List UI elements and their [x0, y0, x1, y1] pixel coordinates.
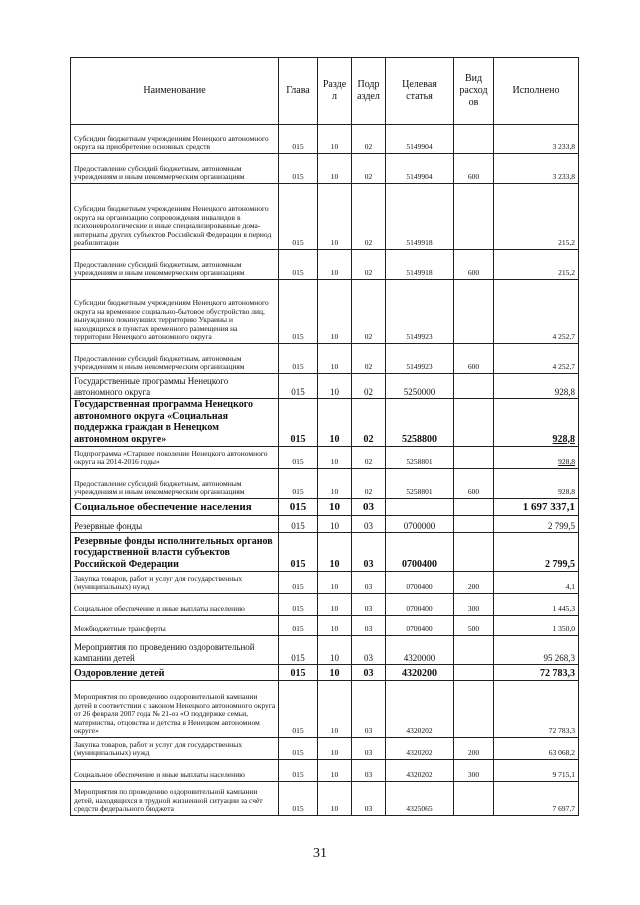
row-amount: 928,8 [494, 399, 579, 447]
row-subsection: 03 [352, 499, 386, 516]
row-name: Мероприятия по проведению оздоровительной кампании детей, находящихся в трудной жизненной ситуации за счёт средств федерального бюджета [71, 782, 279, 816]
table-header-row [71, 58, 579, 125]
row-expense-type [454, 782, 494, 816]
row-section: 10 [318, 616, 352, 636]
row-chapter: 015 [279, 636, 318, 665]
table-row [71, 782, 579, 816]
row-amount: 63 068,2 [494, 738, 579, 760]
row-chapter: 015 [279, 572, 318, 594]
row-section: 10 [318, 665, 352, 681]
row-subsection: 02 [352, 125, 386, 154]
row-expense-type: 600 [454, 469, 494, 499]
row-target: 4320000 [386, 636, 454, 665]
header-subsection: Подр аздел [352, 58, 386, 125]
row-section: 10 [318, 154, 352, 184]
row-expense-type [454, 516, 494, 533]
row-expense-type [454, 533, 494, 572]
row-expense-type [454, 447, 494, 469]
row-target: 0700400 [386, 594, 454, 616]
row-amount: 72 783,3 [494, 665, 579, 681]
header-name: Наименование [71, 58, 279, 125]
row-target: 4320202 [386, 681, 454, 738]
row-expense-type [454, 374, 494, 399]
row-section: 10 [318, 636, 352, 665]
row-target: 5258801 [386, 469, 454, 499]
row-expense-type: 500 [454, 616, 494, 636]
row-section: 10 [318, 738, 352, 760]
row-name: Мероприятия по проведению оздоровительной кампании детей в соответствии с законом Ненецкого автономного округа от 26 февраля 2007 года № 21-оз «О поддержке семьи, материнства, отцовства и детства в Ненецком автономном округе» [71, 681, 279, 738]
table-row [71, 636, 579, 665]
row-expense-type [454, 184, 494, 250]
header-expense-type: Вид расход ов [454, 58, 494, 125]
header-target-article: Целевая статья [386, 58, 454, 125]
table-row [71, 374, 579, 399]
row-section: 10 [318, 594, 352, 616]
row-section: 10 [318, 344, 352, 374]
table-row [71, 154, 579, 184]
row-subsection: 02 [352, 374, 386, 399]
table-row [71, 469, 579, 499]
row-subsection: 03 [352, 681, 386, 738]
row-amount: 95 268,3 [494, 636, 579, 665]
row-amount: 4 252,7 [494, 280, 579, 344]
row-section: 10 [318, 516, 352, 533]
row-amount: 3 233,8 [494, 125, 579, 154]
row-chapter: 015 [279, 782, 318, 816]
row-subsection: 02 [352, 344, 386, 374]
row-name: Резервные фонды исполнительных органов государственной власти субъектов Российской Федерации [71, 533, 279, 572]
row-chapter: 015 [279, 154, 318, 184]
row-target: 5149923 [386, 344, 454, 374]
row-chapter: 015 [279, 760, 318, 782]
row-target: 5250000 [386, 374, 454, 399]
row-section: 10 [318, 250, 352, 280]
table-row [71, 681, 579, 738]
row-amount: 4,1 [494, 572, 579, 594]
row-name: Государственная программа Ненецкого автономного округа «Социальная поддержка граждан в Ненецком автономном округе» [71, 399, 279, 447]
row-amount: 928,8 [494, 374, 579, 399]
row-chapter: 015 [279, 516, 318, 533]
row-chapter: 015 [279, 616, 318, 636]
row-expense-type [454, 681, 494, 738]
row-section: 10 [318, 447, 352, 469]
row-name: Оздоровление детей [71, 665, 279, 681]
row-expense-type: 600 [454, 344, 494, 374]
row-subsection: 02 [352, 399, 386, 447]
table-row [71, 572, 579, 594]
row-name: Резервные фонды [71, 516, 279, 533]
row-target: 0700400 [386, 616, 454, 636]
row-subsection: 03 [352, 572, 386, 594]
row-amount: 72 783,3 [494, 681, 579, 738]
row-chapter: 015 [279, 594, 318, 616]
row-chapter: 015 [279, 280, 318, 344]
row-name: Предоставление субсидий бюджетным, автономным учреждениям и иным некоммерческим организациям [71, 469, 279, 499]
table-row [71, 760, 579, 782]
table-row [71, 399, 579, 447]
header-section: Разде л [318, 58, 352, 125]
row-chapter: 015 [279, 738, 318, 760]
row-target: 4325065 [386, 782, 454, 816]
budget-execution-table [70, 57, 579, 816]
row-section: 10 [318, 533, 352, 572]
row-name: Предоставление субсидий бюджетным, автономным учреждениям и иным некоммерческим организациям [71, 344, 279, 374]
row-target: 0700000 [386, 516, 454, 533]
row-amount: 3 233,8 [494, 154, 579, 184]
row-section: 10 [318, 572, 352, 594]
row-expense-type: 300 [454, 594, 494, 616]
row-section: 10 [318, 280, 352, 344]
row-expense-type [454, 665, 494, 681]
row-name: Субсидии бюджетным учреждениям Ненецкого автономного округа на приобретение основных средств [71, 125, 279, 154]
row-section: 10 [318, 399, 352, 447]
row-expense-type: 200 [454, 738, 494, 760]
table-row [71, 250, 579, 280]
row-target: 5149904 [386, 154, 454, 184]
row-subsection: 03 [352, 616, 386, 636]
row-subsection: 02 [352, 250, 386, 280]
row-subsection: 03 [352, 533, 386, 572]
row-chapter: 015 [279, 344, 318, 374]
row-expense-type: 600 [454, 250, 494, 280]
row-subsection: 03 [352, 782, 386, 816]
row-name: Закупка товаров, работ и услуг для государственных (муниципальных) нужд [71, 572, 279, 594]
table-row [71, 516, 579, 533]
row-amount: 215,2 [494, 184, 579, 250]
row-target: 4320202 [386, 738, 454, 760]
row-target: 4320202 [386, 760, 454, 782]
row-amount: 928,8 [494, 447, 579, 469]
row-expense-type [454, 125, 494, 154]
row-expense-type: 300 [454, 760, 494, 782]
row-chapter: 015 [279, 447, 318, 469]
row-chapter: 015 [279, 250, 318, 280]
row-expense-type [454, 399, 494, 447]
row-target: 4320200 [386, 665, 454, 681]
row-expense-type [454, 280, 494, 344]
row-amount: 9 715,1 [494, 760, 579, 782]
row-name: Социальное обеспечение населения [71, 499, 279, 516]
row-name: Социальное обеспечение и иные выплаты населению [71, 760, 279, 782]
budget-table-container [70, 57, 578, 816]
row-chapter: 015 [279, 399, 318, 447]
row-amount: 7 697,7 [494, 782, 579, 816]
row-target: 0700400 [386, 572, 454, 594]
row-chapter: 015 [279, 499, 318, 516]
header-executed: Исполнено [494, 58, 579, 125]
table-row [71, 344, 579, 374]
row-subsection: 03 [352, 516, 386, 533]
row-subsection: 03 [352, 594, 386, 616]
row-name: Субсидии бюджетным учреждениям Ненецкого автономного округа на организацию сопровождения инвалидов в психоневрологические и иные специализированные дома-интернаты других субъектов Российской Федерации в период реабилитации [71, 184, 279, 250]
row-target: 5149904 [386, 125, 454, 154]
row-subsection: 03 [352, 760, 386, 782]
table-row [71, 280, 579, 344]
row-subsection: 03 [352, 636, 386, 665]
row-section: 10 [318, 782, 352, 816]
row-section: 10 [318, 499, 352, 516]
row-amount: 1 697 337,1 [494, 499, 579, 516]
row-subsection: 02 [352, 154, 386, 184]
row-chapter: 015 [279, 469, 318, 499]
table-row [71, 594, 579, 616]
table-row [71, 499, 579, 516]
row-name: Предоставление субсидий бюджетным, автономным учреждениям и иным некоммерческим организациям [71, 154, 279, 184]
table-row [71, 738, 579, 760]
row-section: 10 [318, 681, 352, 738]
row-section: 10 [318, 125, 352, 154]
table-row [71, 533, 579, 572]
row-expense-type [454, 499, 494, 516]
row-expense-type: 600 [454, 154, 494, 184]
row-name: Предоставление субсидий бюджетным, автономным учреждениям и иным некоммерческим организациям [71, 250, 279, 280]
row-name: Субсидии бюджетным учреждениям Ненецкого автономного округа на временное социально-бытовое обустройство лиц, вынужденно покинувших территорию Украины и находящихся в пунктах временного размещения на территории Ненецкого автономного округа [71, 280, 279, 344]
row-name: Межбюджетные трансферты [71, 616, 279, 636]
row-amount: 4 252,7 [494, 344, 579, 374]
row-subsection: 02 [352, 184, 386, 250]
row-chapter: 015 [279, 125, 318, 154]
row-subsection: 02 [352, 280, 386, 344]
row-section: 10 [318, 374, 352, 399]
row-subsection: 03 [352, 665, 386, 681]
row-chapter: 015 [279, 681, 318, 738]
row-section: 10 [318, 469, 352, 499]
row-chapter: 015 [279, 533, 318, 572]
row-subsection: 02 [352, 469, 386, 499]
row-name: Социальное обеспечение и иные выплаты населению [71, 594, 279, 616]
row-section: 10 [318, 184, 352, 250]
row-section: 10 [318, 760, 352, 782]
row-target: 5149918 [386, 250, 454, 280]
table-row [71, 125, 579, 154]
row-target: 5258801 [386, 447, 454, 469]
row-target: 5258800 [386, 399, 454, 447]
row-target: 0700400 [386, 533, 454, 572]
row-name: Мероприятия по проведению оздоровительной кампании детей [71, 636, 279, 665]
row-subsection: 02 [352, 447, 386, 469]
row-amount: 1 350,0 [494, 616, 579, 636]
table-row [71, 184, 579, 250]
row-name: Государственные программы Ненецкого автономного округа [71, 374, 279, 399]
row-amount: 215,2 [494, 250, 579, 280]
table-row [71, 665, 579, 681]
row-chapter: 015 [279, 184, 318, 250]
row-target: 5149918 [386, 184, 454, 250]
row-amount: 2 799,5 [494, 516, 579, 533]
page-number: 31 [313, 846, 327, 861]
row-expense-type: 200 [454, 572, 494, 594]
row-target: 5149923 [386, 280, 454, 344]
row-subsection: 03 [352, 738, 386, 760]
row-amount: 928,8 [494, 469, 579, 499]
row-expense-type [454, 636, 494, 665]
row-amount: 1 445,3 [494, 594, 579, 616]
row-target [386, 499, 454, 516]
row-name: Подпрограмма «Старшее поколение Ненецкого автономного округа на 2014-2016 годы» [71, 447, 279, 469]
row-amount: 2 799,5 [494, 533, 579, 572]
row-chapter: 015 [279, 665, 318, 681]
row-chapter: 015 [279, 374, 318, 399]
row-name: Закупка товаров, работ и услуг для государственных (муниципальных) нужд [71, 738, 279, 760]
table-row [71, 447, 579, 469]
header-chapter: Глава [279, 58, 318, 125]
table-row [71, 616, 579, 636]
